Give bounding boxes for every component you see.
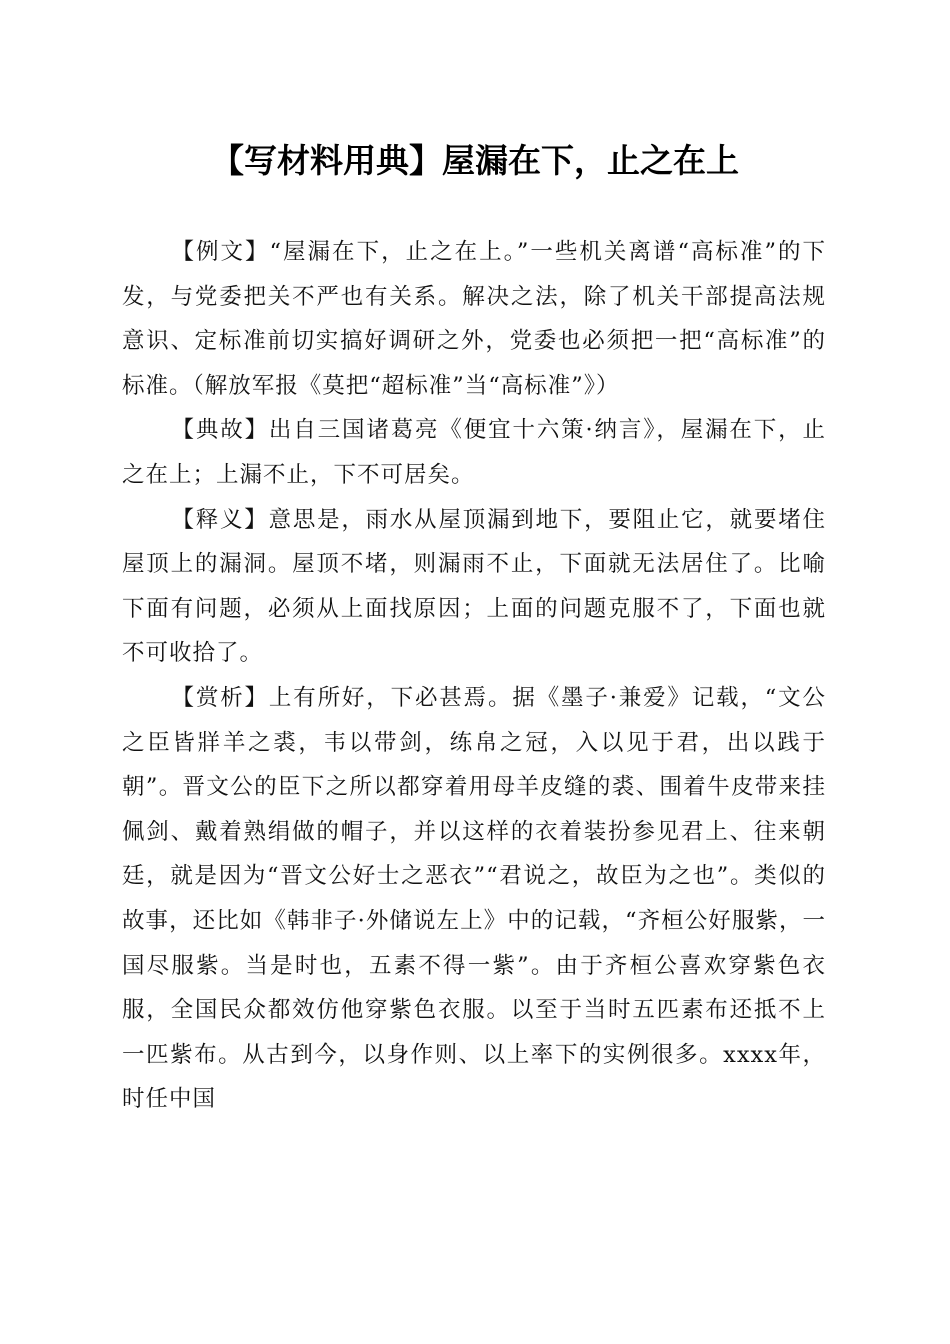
- paragraph-origin: 【典故】出自三国诸葛亮《便宜十六策·纳言》，屋漏在下，止之在上；上漏不止，下不可居矣。: [122, 417, 826, 488]
- document-title: 【写材料用典】屋漏在下，止之在上: [211, 141, 739, 180]
- document-body: [122, 230, 826, 1122]
- paragraph-appreciation: 【赏析】上有所好，下必甚焉。据《墨子·兼爱》记载，“文公之臣皆牂羊之裘，韦以带剑，练帛之冠，入以见于君，出以践于朝”。晋文公的臣下之所以都穿着用母羊皮缝的裘、围着牛皮带来挂佩剑、戴着熟绢做的帽子，并以这样的衣着装扮参见君上、往来朝廷，就是因为“晋文公好士之恶衣”“君说之，故臣为之也”。类似的故事，还比如《韩非子·外储说左上》中的记载，“齐桓公好服紫，一国尽服紫。当是时也，五素不得一紫”。由于齐桓公喜欢穿紫色衣服，全国民众都效仿他穿紫色衣服。以至于当时五匹素布还抵不上一匹紫布。从古到今，以身作则、以上率下的实例很多。xxxx年，时任中国: [122, 684, 826, 1113]
- paragraph-example: 【例文】“屋漏在下，止之在上。”一些机关离谱“高标准”的下发，与党委把关不严也有关系。解决之法，除了机关干部提高法规意识、定标准前切实搞好调研之外，党委也必须把一把“高标准”的标准。（解放军报《莫把“超标准”当“高标准”》）: [122, 239, 826, 399]
- paragraph-meaning: 【释义】意思是，雨水从屋顶漏到地下，要阻止它，就要堵住屋顶上的漏洞。屋顶不堵，则漏雨不止，下面就无法居住了。比喻下面有问题，必须从上面找原因；上面的问题克服不了，下面也就不可收拾了。: [122, 506, 826, 667]
